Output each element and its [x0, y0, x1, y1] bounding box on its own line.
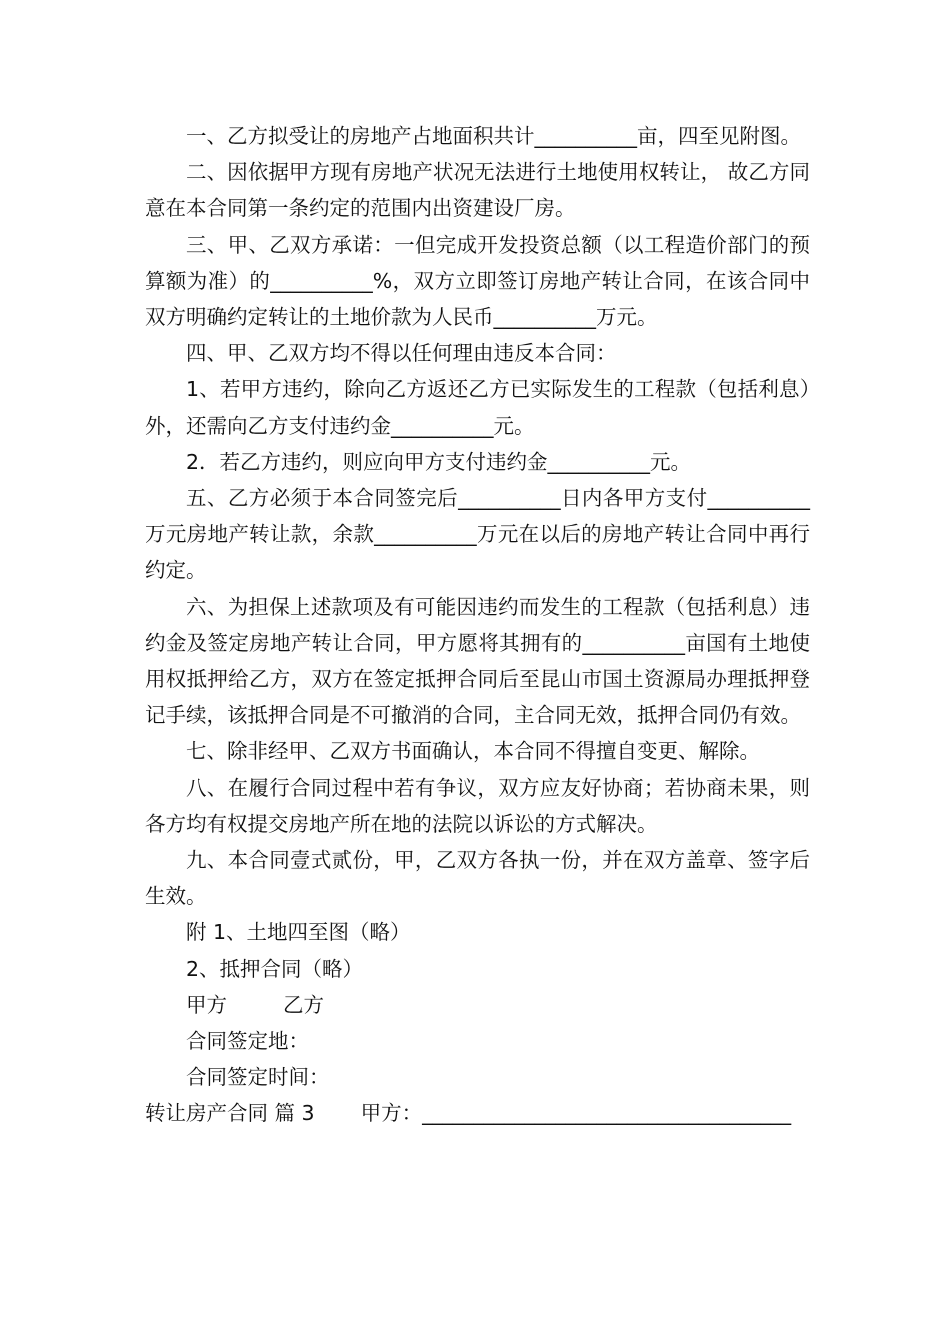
clause-7: 七、除非经甲、乙双方书面确认，本合同不得擅自变更、解除。 [186, 739, 760, 764]
party-a-blank: ____________________________________ [422, 1101, 792, 1126]
clause-6: 六、为担保上述款项及有可能因违约而发生的工程款（包括利息）违约金及签定房地产转让合同，甲方愿将其拥有的__________亩国有土地使用权抵押给乙方，双方在签定抵押合同后至昆山市国土资源局办理抵押登记手续，该抵押合同是不可撤消的合同，主合同无效，抵押合同仍有效。 [145, 594, 810, 728]
next-contract-header [145, 1095, 810, 1131]
clause-8: 八、在履行合同过程中若有争议，双方应友好协商；若协商未果，则各方均有权提交房地产所在地的法院以诉讼的方式解决。 [145, 775, 810, 836]
clause-3: 三、甲、乙双方承诺：一但完成开发投资总额（以工程造价部门的预算额为准）的__________%，双方立即签订房地产转让合同，在该合同中双方明确约定转让的土地价款为人民币__________万元。 [145, 232, 810, 330]
clause-4-2: 2．若乙方违约，则应向甲方支付违约金__________元。 [186, 449, 692, 474]
clause-5: 五、乙方必须于本合同签完后__________日内各甲方支付__________万元房地产转让款，余款__________万元在以后的房地产转让合同中再行约定。 [145, 486, 810, 583]
clause-9: 九、本合同壹式贰份，甲，乙双方各执一份，并在双方盖章、签字后生效。 [145, 848, 810, 909]
clause-4: 四、甲、乙双方均不得以任何理由违反本合同： [186, 341, 617, 366]
party-a-signature-label: 甲方 [186, 992, 227, 1017]
contract-body [145, 118, 810, 1132]
section-title: 转让房产合同 篇 3 [145, 1101, 315, 1126]
attachment-2: 2、抵押合同（略） [186, 956, 364, 981]
party-b-signature-label: 乙方 [283, 992, 324, 1017]
signing-place: 合同签定地： [186, 1029, 309, 1054]
clause-1: 一、乙方拟受让的房地产占地面积共计__________亩，四至见附图。 [186, 124, 801, 148]
clause-4-1: 1、若甲方违约，除向乙方返还乙方已实际发生的工程款（包括利息）外，还需向乙方支付违约金__________元。 [145, 377, 810, 438]
clause-2: 二、因依据甲方现有房地产状况无法进行土地使用权转让， 故乙方同意在本合同第一条约定的范围内出资建设厂房。 [145, 160, 810, 221]
signature-parties [145, 987, 810, 1023]
signing-time: 合同签定时间： [186, 1065, 330, 1090]
party-a-label: 甲方： [360, 1101, 423, 1126]
attachment-1: 附 1、土地四至图（略） [186, 920, 411, 945]
